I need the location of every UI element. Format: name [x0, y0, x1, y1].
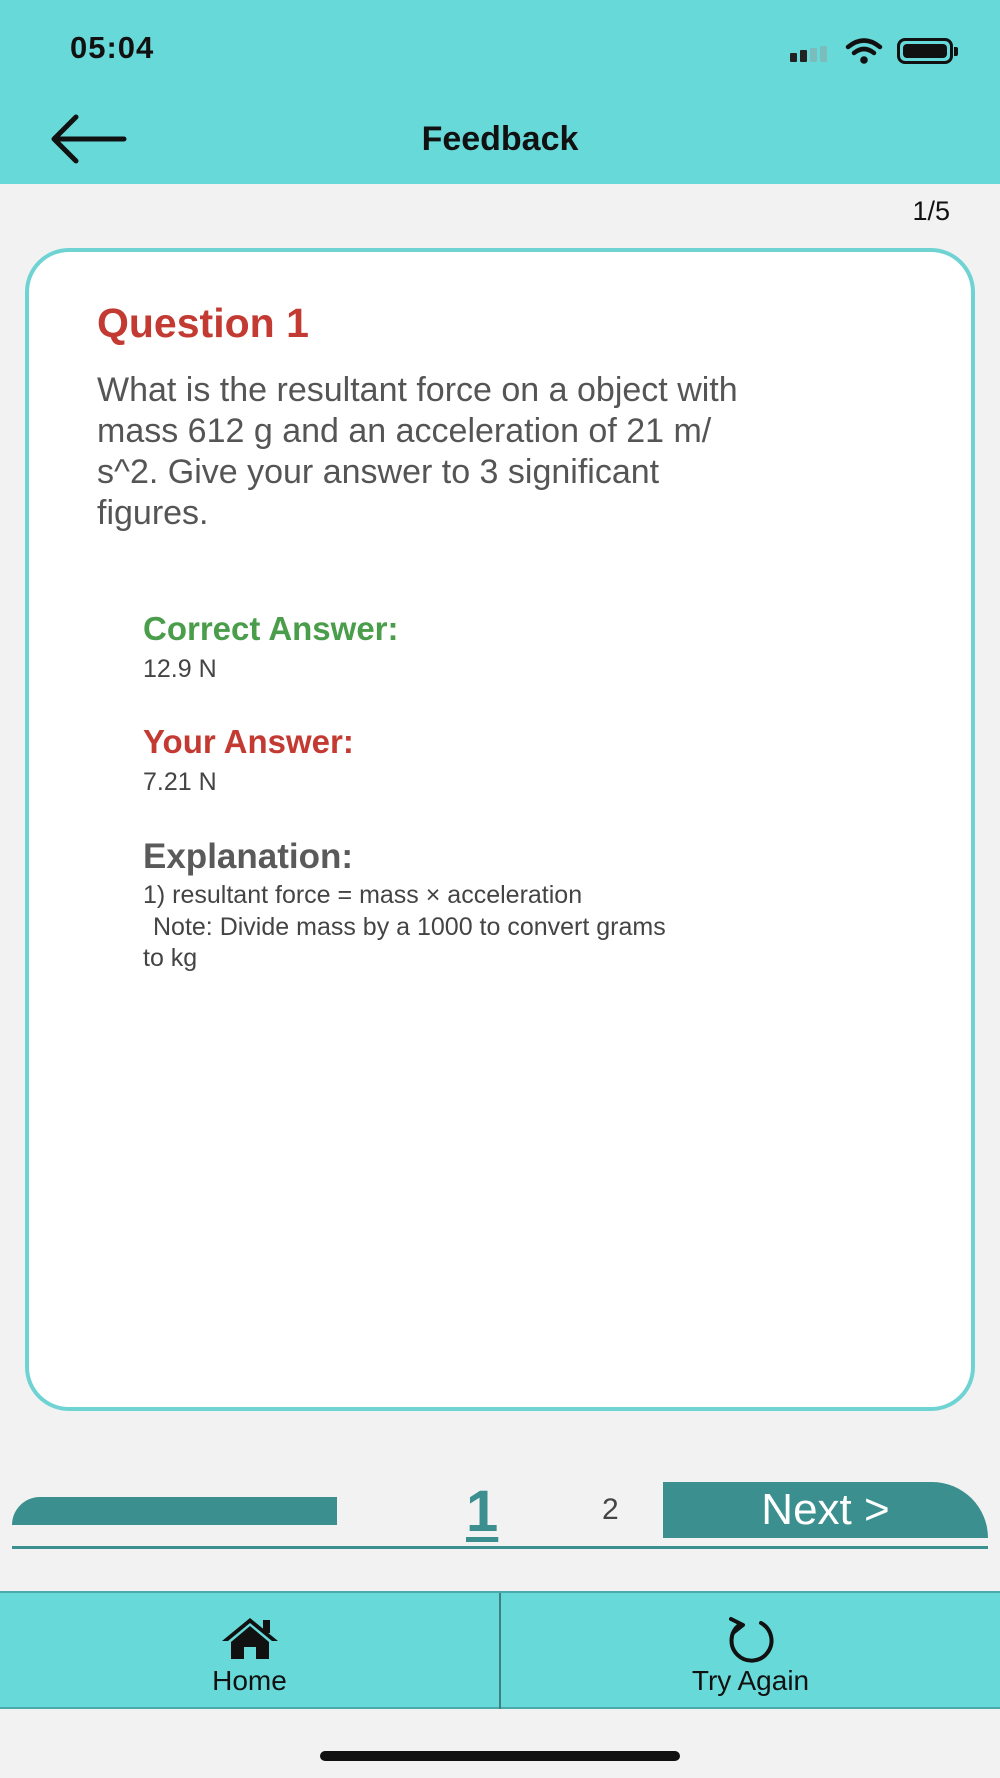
try-again-label: Try Again: [691, 1665, 810, 1696]
wifi-icon: [844, 36, 884, 66]
home-button[interactable]: [0, 1593, 499, 1709]
correct-answer-label: Correct Answer:: [143, 610, 399, 647]
page-title: Feedback: [421, 120, 579, 158]
question-text-line: mass 612 g and an acceleration of 21 m/: [97, 412, 712, 450]
page-number-current[interactable]: 1: [466, 1479, 499, 1544]
question-title: Question 1: [97, 300, 309, 346]
home-indicator: [320, 1751, 680, 1761]
home-label: Home: [212, 1665, 287, 1696]
question-text-line: figures.: [97, 494, 209, 532]
question-text: [97, 370, 917, 534]
pager-divider: [12, 1546, 988, 1549]
signal-icon: [790, 46, 836, 62]
question-text-line: s^2. Give your answer to 3 significant: [97, 453, 660, 491]
refresh-icon: [723, 1615, 779, 1665]
your-answer-label: Your Answer:: [143, 723, 354, 760]
bottom-nav: [0, 1591, 1000, 1709]
home-icon: [219, 1615, 281, 1661]
battery-icon: [897, 38, 953, 64]
explanation-line: Note: Divide mass by a 1000 to convert grams: [153, 913, 666, 941]
feedback-card: [25, 248, 975, 1411]
page-number-2[interactable]: 2: [602, 1493, 619, 1526]
top-bar: [0, 0, 1000, 184]
try-again-button[interactable]: [501, 1593, 1000, 1709]
explanation-label: Explanation:: [143, 837, 354, 876]
next-button[interactable]: Next >: [663, 1482, 988, 1538]
your-answer-value: 7.21 N: [143, 768, 217, 796]
question-text-line: What is the resultant force on a object with: [97, 371, 738, 409]
pager-bar-left: [12, 1497, 337, 1525]
explanation-line: to kg: [143, 944, 198, 972]
status-time: 05:04: [70, 30, 155, 65]
question-counter: 1/5: [912, 196, 950, 226]
explanation-line: 1) resultant force = mass × acceleration: [143, 881, 583, 909]
correct-answer-value: 12.9 N: [143, 655, 217, 683]
